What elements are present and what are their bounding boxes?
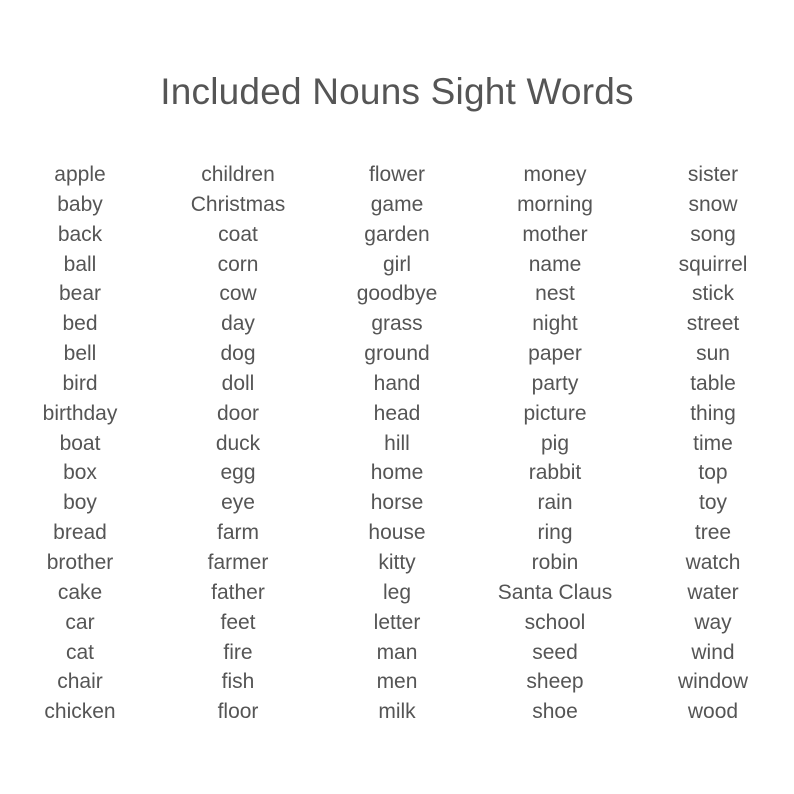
- sight-word: letter: [373, 610, 421, 634]
- sight-word: day: [221, 312, 255, 336]
- sight-word: seed: [532, 640, 578, 664]
- sight-word: coat: [218, 222, 258, 246]
- sight-word: water: [687, 580, 739, 604]
- sight-word: stick: [692, 282, 734, 306]
- sight-word: goodbye: [356, 282, 438, 306]
- sight-word: boy: [63, 491, 97, 515]
- word-columns: [0, 160, 794, 740]
- sight-word: table: [690, 371, 736, 395]
- sight-word: rabbit: [528, 461, 582, 485]
- sight-word: bread: [53, 521, 107, 545]
- sight-word: brother: [46, 550, 114, 574]
- sight-word: school: [524, 610, 586, 634]
- sight-word: snow: [688, 192, 738, 216]
- sight-word: song: [690, 222, 736, 246]
- sight-word: toy: [698, 491, 727, 515]
- sight-word: dog: [220, 342, 256, 366]
- sight-word: doll: [221, 371, 255, 395]
- sight-word: tree: [694, 521, 732, 545]
- sight-word: girl: [382, 252, 411, 276]
- sight-word: shoe: [532, 700, 578, 724]
- sight-word: sun: [696, 342, 730, 366]
- sight-word: flower: [368, 163, 426, 186]
- sight-word: house: [368, 521, 426, 545]
- sight-word: night: [532, 312, 578, 336]
- sight-word: hand: [373, 371, 421, 395]
- sight-word: paper: [528, 342, 582, 366]
- sight-word: wind: [691, 640, 735, 664]
- sight-word: cake: [57, 580, 103, 604]
- sight-word: farm: [217, 521, 259, 545]
- sight-word: sheep: [526, 670, 584, 694]
- sight-word: bird: [62, 371, 98, 395]
- sight-word: box: [63, 461, 97, 485]
- sight-word: top: [698, 461, 728, 485]
- sight-word: bear: [58, 282, 102, 306]
- sight-word: chair: [57, 670, 103, 694]
- sight-word: fish: [221, 670, 255, 694]
- sight-word: back: [57, 222, 103, 246]
- sight-word: grass: [371, 312, 423, 336]
- sight-word: leg: [382, 580, 412, 604]
- sight-word: men: [376, 670, 418, 694]
- sight-word: thing: [690, 401, 736, 425]
- sight-word: time: [693, 431, 733, 455]
- sight-word: floor: [217, 700, 259, 724]
- word-column-1: [0, 160, 160, 727]
- sight-word: milk: [378, 700, 416, 724]
- sight-word: game: [370, 192, 424, 216]
- sight-word: children: [201, 163, 275, 186]
- sight-word: bed: [62, 312, 98, 336]
- sight-word: ground: [364, 342, 430, 366]
- sight-word: eye: [221, 491, 255, 515]
- sight-word: robin: [531, 550, 579, 574]
- sight-word: head: [373, 401, 421, 425]
- word-column-3: [317, 160, 477, 727]
- sight-word: duck: [215, 431, 261, 455]
- word-column-5: [633, 160, 793, 727]
- sight-word: egg: [220, 461, 256, 485]
- sight-word: feet: [220, 610, 256, 634]
- word-column-2: [158, 160, 318, 727]
- sight-word: ring: [537, 521, 573, 545]
- sight-word: hill: [384, 431, 410, 455]
- sight-word: chicken: [44, 700, 116, 724]
- sight-word: picture: [523, 401, 587, 425]
- sight-word: apple: [54, 163, 106, 186]
- sight-word: money: [523, 163, 587, 186]
- sight-word: window: [677, 670, 749, 694]
- sight-word: morning: [517, 192, 593, 216]
- sight-word: bell: [63, 342, 97, 366]
- sight-word: ball: [63, 252, 97, 276]
- sight-word: corn: [217, 252, 259, 276]
- sight-word: street: [686, 312, 740, 336]
- sight-word: Christmas: [190, 192, 286, 216]
- sight-word: fire: [223, 640, 253, 664]
- sight-word: birthday: [42, 401, 118, 425]
- sight-word: farmer: [207, 550, 269, 574]
- sight-word: watch: [685, 550, 741, 574]
- sight-word: wood: [687, 700, 739, 724]
- sight-word: Santa Claus: [497, 580, 613, 604]
- sight-word: party: [531, 371, 579, 395]
- sight-word: horse: [370, 491, 424, 515]
- word-column-4: [475, 160, 635, 727]
- sight-word: squirrel: [678, 252, 748, 276]
- sight-word: name: [528, 252, 582, 276]
- sight-word: boat: [59, 431, 101, 455]
- sight-word: father: [211, 580, 265, 604]
- sight-word: cow: [219, 282, 257, 306]
- page-title: Included Nouns Sight Words: [160, 71, 634, 112]
- sight-word: man: [376, 640, 418, 664]
- sight-word: baby: [57, 192, 103, 216]
- sight-word: door: [216, 401, 260, 425]
- sight-word: mother: [522, 222, 588, 246]
- sight-word: way: [694, 610, 732, 634]
- sight-word: sister: [687, 163, 739, 186]
- sight-word: pig: [540, 431, 570, 455]
- sight-word: car: [65, 610, 95, 634]
- sight-word: home: [370, 461, 424, 485]
- sight-word: kitty: [378, 550, 416, 574]
- sight-word: rain: [537, 491, 573, 515]
- sight-word: nest: [535, 282, 575, 306]
- sight-word: cat: [65, 640, 94, 664]
- sight-word: garden: [364, 222, 430, 246]
